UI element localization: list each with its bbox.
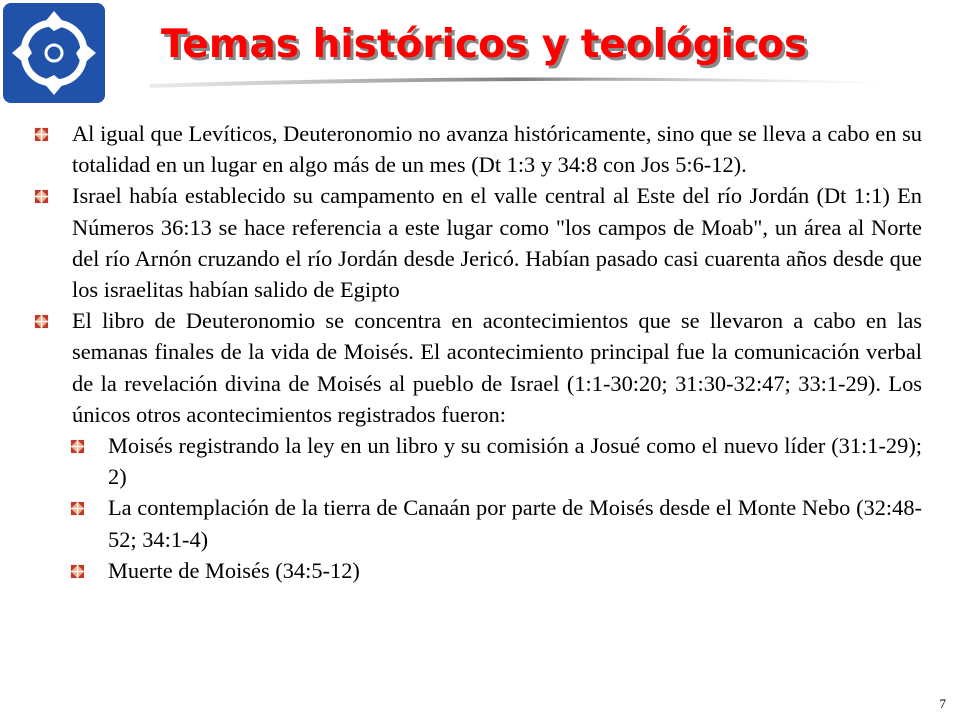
sub-bullet-item (34, 555, 922, 586)
sub-bullet-text: Moisés registrando la ley en un libro y su comisión a Josué como el nuevo líder (31:1-29); 2) (108, 433, 922, 490)
sub-bullet-item (34, 430, 922, 492)
page-number: 7 (939, 696, 946, 711)
sub-bullet-text: La contemplación de la tierra de Canaán por parte de Moisés desde el Monte Nebo (32:48-52; 34:1-4) (108, 495, 922, 552)
logo (3, 3, 105, 103)
diamond-cross-bullet-icon (34, 127, 49, 142)
title-underline (150, 70, 890, 92)
bullet-item (34, 305, 922, 430)
title-area (150, 14, 910, 94)
bullet-list (34, 118, 922, 586)
diamond-cross-bullet-icon (34, 314, 49, 329)
bullet-item (34, 118, 922, 180)
bullet-text: El libro de Deuteronomio se concentra en acontecimientos que se llevaron a cabo en las semanas finales de la vida de Moisés. El acontecimiento principal fue la comunicación verbal de la revelación divina de Moisés al pueblo de Israel (1:1-30:20; 31:30-32:47; 33:1-29). Los únicos otros acontecimientos registrados fueron: (72, 308, 922, 427)
diamond-cross-bullet-icon (70, 501, 85, 516)
diamond-cross-bullet-icon (70, 564, 85, 579)
bullet-text: Al igual que Levíticos, Deuteronomio no avanza históricamente, sino que se lleva a cabo en su totalidad en un lugar en algo más de un mes (Dt 1:3 y 34:8 con Jos 5:6-12). (72, 121, 922, 178)
sub-bullet-text: Muerte de Moisés (34:5-12) (108, 557, 360, 583)
hands-circle-logo-icon (3, 3, 105, 103)
diamond-cross-bullet-icon (70, 439, 85, 454)
bullet-text: Israel había establecido su campamento en el valle central al Este del río Jordán (Dt 1:1) En Números 36:13 se hace referencia a este lugar como "los campos de Moab", un área al Norte del río Arnón cruzando el río Jordán desde Jericó. Habían pasado casi cuarenta años desde que los israelitas habían salido de Egipto (72, 183, 922, 303)
diamond-cross-bullet-icon (34, 189, 49, 204)
slide-title: Temas históricos y teológicos (161, 22, 808, 67)
sub-bullet-item (34, 492, 922, 554)
bullet-item (34, 180, 922, 305)
